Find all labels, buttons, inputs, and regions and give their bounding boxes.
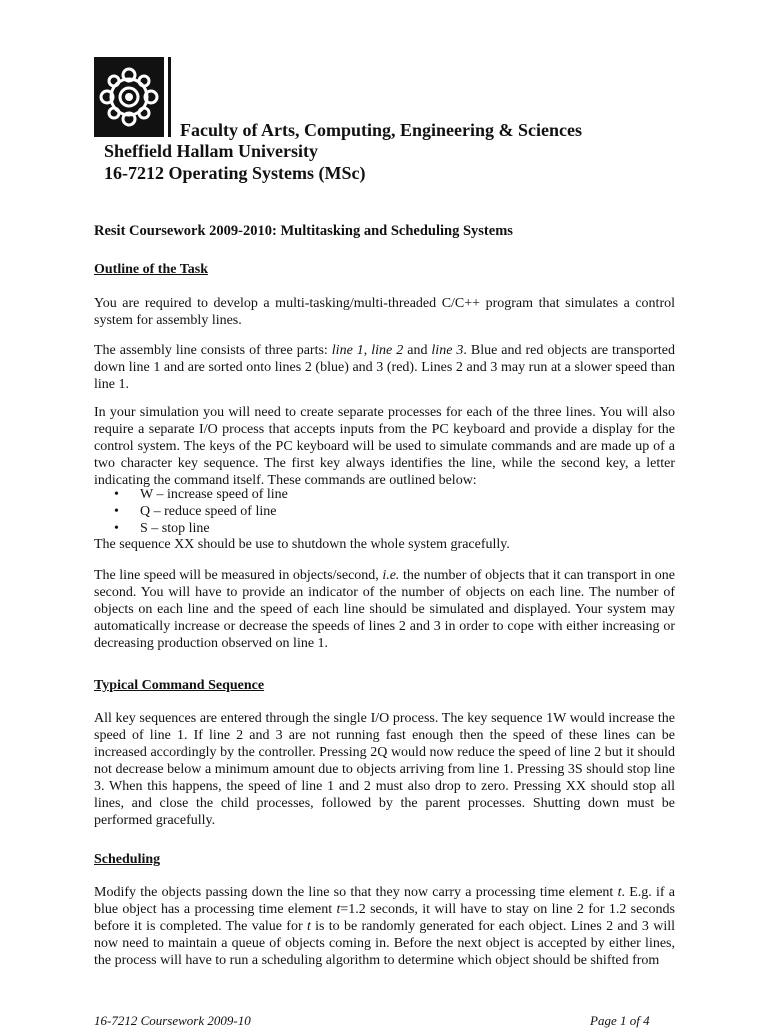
document-title: Resit Coursework 2009-2010: Multitasking and Scheduling Systems — [94, 223, 513, 239]
module-heading: 16-7212 Operating Systems (MSc) — [104, 163, 366, 183]
faculty-heading: Faculty of Arts, Computing, Engineering & Sciences — [180, 120, 582, 140]
footer-page-number: Page 1 of 4 — [590, 1013, 650, 1028]
scheduling-paragraph: Modify the objects passing down the line so that they now carry a processing time element t. E.g. if a blue object has a processing time element t=1.2 seconds, it will have to stay on line 2 for 1.2 seconds before it is completed. The value for t is to be randomly generated for each object. Lines 2 and 3 will now need to maintain a queue of objects coming in. Before the next object is accepted by either lines, the process will have to run a scheduling algorithm to determine which object should be shifted from — [94, 885, 676, 968]
outline-paragraph-1: You are required to develop a multi-tasking/multi-threaded C/C++ program that simulates a control system for assembly lines. — [94, 296, 675, 328]
footer-course: 16-7212 Coursework 2009-10 — [94, 1013, 251, 1028]
command-sequence-paragraph: All key sequences are entered through the single I/O process. The key sequence 1W would increase the speed of line 1. If line 2 and 3 are not running fast enough then the speed of these lines can be increased accordingly by the controller. Pressing 2Q would now reduce the speed of line 2 but it should not decrease below a minimum amount due to objects arriving from line 1. Pressing 3S should stop line 3. When this happens, the speed of line 1 and 2 must also drop to zero. Pressing XX should stop all lines, and close the child processes, followed by the parent processes. Shutting down must be performed gracefully. — [94, 711, 675, 828]
list-item: • W – increase speed of line — [114, 487, 288, 502]
outline-paragraph-4: The sequence XX should be use to shutdown the whole system gracefully. — [94, 537, 510, 552]
university-logo — [94, 57, 169, 137]
scheduling-heading: Scheduling — [94, 852, 161, 867]
outline-paragraph-2: The assembly line consists of three parts: line 1, line 2 and line 3. Blue and red objects are transported down line 1 and are sorted onto lines 2 (blue) and 3 (red). Lines 2 and 3 may run at a slower speed than line 1. — [94, 343, 676, 392]
list-item: • S – stop line — [114, 521, 210, 536]
outline-paragraph-3: In your simulation you will need to create separate processes for each of the three lines. You will also require a separate I/O process that accepts inputs from the PC keyboard and provide a display for the control system. The keys of the PC keyboard will be used to simulate commands and are made up of a two character key sequence. The first key always identifies the line, while the second key, a letter indicating the command itself. These commands are outlined below: — [94, 405, 675, 488]
command-list — [114, 486, 288, 537]
outline-paragraph-5: The line speed will be measured in objects/second, i.e. the number of objects that it can transport in one second. You will have to provide an indicator of the number of objects on each line. The number of objects on each line and the speed of each line should be simulated and displayed. Your system may automatically increase or decrease the speeds of lines 2 and 3 in order to cope with either increasing or decreasing production observed on line 1. — [94, 568, 675, 651]
university-heading: Sheffield Hallam University — [104, 141, 318, 161]
outline-heading: Outline of the Task — [94, 262, 208, 277]
list-item: • Q – reduce speed of line — [114, 504, 277, 519]
command-sequence-heading: Typical Command Sequence — [94, 678, 265, 693]
logo-divider — [168, 57, 171, 137]
rose-logo-icon — [94, 57, 164, 137]
